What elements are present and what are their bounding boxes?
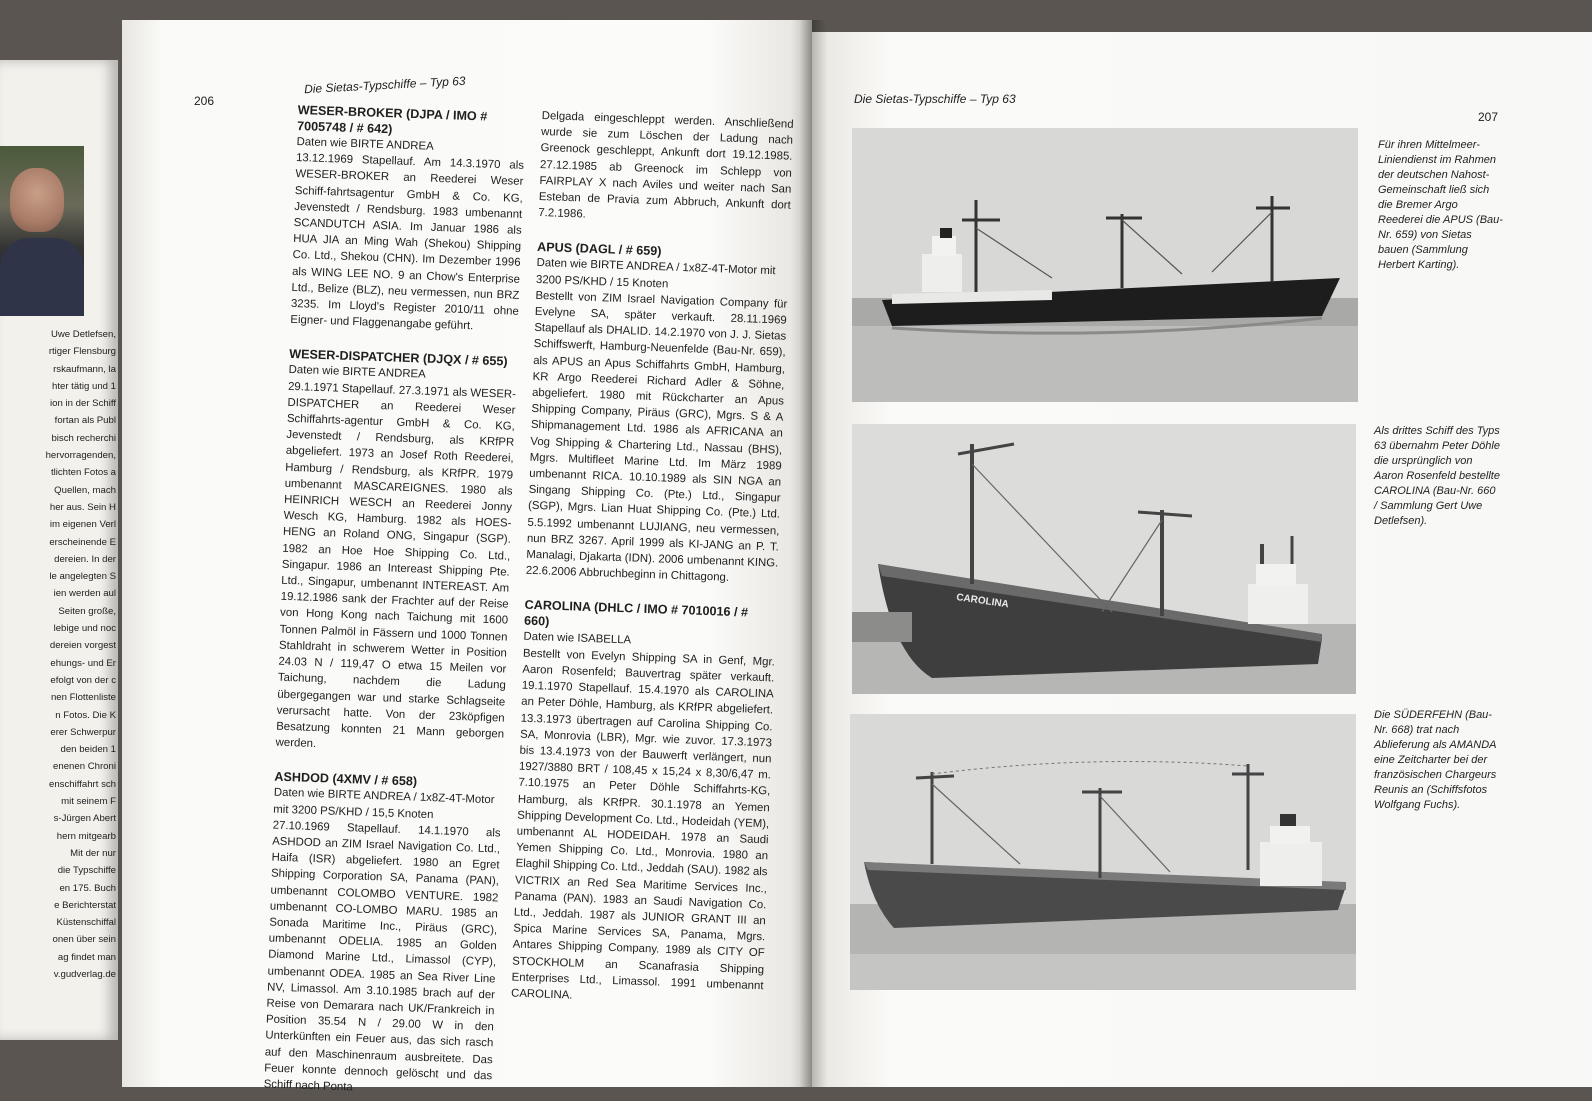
back-page-line: lebige und noc [53, 623, 116, 635]
left-page [122, 20, 812, 1094]
entry-subtitle: Daten wie BIRTE ANDREA / 1x8Z-4T-Motor mit 3200 PS/KHD / 15,5 Knoten [273, 786, 495, 821]
back-page-line: le angelegten S [49, 571, 116, 583]
ship-photo-apus [852, 128, 1358, 402]
back-page-line: erscheinende E [49, 536, 116, 548]
back-page-line: enenen Chroni [53, 761, 116, 773]
right-page [812, 32, 1592, 1087]
back-page-line: Quellen, mach [54, 484, 116, 496]
author-face [10, 168, 64, 232]
photo-caption-1: Für ihren Mittelmeer-Liniendienst im Rahmen der deutschen Nahost-Gemeinschaft ließ sich die Bremer Argo Reederei die APUS (Bau-Nr. 659) von Sietas bauen (Sammlung Herbert Karting). [1378, 139, 1503, 271]
photo-caption-3: Die SÜDERFEHN (Bau-Nr. 668) trat nach Ablieferung als AMANDA eine Zeitcharter bei der französischen Chargeurs Reunis an (Schiffsfotos Wolfgang Fuchs). [1374, 709, 1497, 811]
back-page-line: her aus. Sein H [49, 501, 116, 513]
back-page-line: tlichten Fotos a [50, 467, 116, 479]
back-page-line: ag findet man [57, 951, 116, 963]
back-page [0, 60, 118, 1040]
entry-title: WESER-BROKER (DJPA / IMO # 7005748 / # 642) [296, 102, 488, 137]
page-number-left: 206 [194, 94, 215, 108]
page-number-right: 207 [1478, 110, 1499, 124]
back-page-line: enschiffahrt sch [48, 778, 116, 790]
back-page-line: onen über sein [52, 934, 116, 946]
back-page-line: s-Jürgen Abert [53, 813, 116, 825]
back-page-line: im eigenen Verl [49, 519, 116, 531]
back-page-line: die Typschiffe [57, 865, 116, 877]
back-page-line: ien werden aul [53, 588, 116, 600]
entry-subtitle: Daten wie BIRTE ANDREA / 1x8Z-4T-Motor mit 3200 PS/KHD / 15 Knoten [535, 257, 776, 291]
back-page-line: nen Flottenliste [50, 692, 116, 704]
entry-subtitle: Daten wie ISABELLA [523, 631, 632, 647]
back-page-line: Mit der nur [70, 847, 116, 859]
back-page-line: fortan als Publ [54, 415, 116, 427]
entry-title: ASHDOD (4XMV / # 658) [274, 769, 418, 789]
running-head-left: Die Sietas-Typschiffe – Typ 63 [303, 73, 466, 97]
back-page-line: Seiten große, [58, 605, 116, 617]
back-page-line: erer Schwerpur [50, 726, 116, 738]
back-page-line: efolgt von der c [50, 674, 116, 686]
entry-title: APUS (DAGL / # 659) [536, 240, 662, 259]
back-page-line: den beiden 1 [60, 744, 116, 756]
back-page-line: dereien. In der [54, 553, 116, 565]
back-page-line: hern mitgearb [56, 830, 116, 842]
back-page-line: ion in der Schiff [50, 398, 116, 410]
back-page-line: Küstenschiffal [56, 917, 116, 929]
back-page-line: dereien vorgest [49, 640, 116, 652]
back-page-line: en 175. Buch [59, 882, 116, 894]
back-page-line: ehungs- und Er [50, 657, 116, 669]
running-head-right: Die Sietas-Typschiffe – Typ 63 [854, 92, 1016, 106]
ship-photo-carolina [852, 424, 1356, 694]
back-page-line: v.gudverlag.de [53, 968, 116, 980]
back-page-line: bisch recherchi [51, 432, 116, 444]
entry-body: 13.12.1969 Stapellauf. Am 14.3.1970 als WESER-BROKER an Reederei Weser Schiff-fahrtsagentur GmbH & Co. KG, Jevenstedt / Rendsburg. 1983 umbenannt SCANDUTCH ASIA. Im Januar 1986 als HUA JIA an Ming Wah (Shekou) Shipping Co. Ltd., Shekou (CHN). Im Dezember 1996 als WING LEE NO. 9 an Chow's Enterprise Ltd., Belize (BLZ), neu vermessen, nun BRZ 3235. Im Lloyd's Register 2010/11 ohne Eigner- und Flaggenangabe geführt. [290, 152, 525, 333]
text-column-1 [263, 102, 525, 1101]
author-shirt [0, 238, 84, 316]
back-page-line: Uwe Detlefsen, [50, 329, 116, 340]
back-page-line: rtiger Flensburg [48, 346, 116, 358]
ship-photo-suederfehn [850, 714, 1356, 990]
entry-body: Bestellt von ZIM Israel Navigation Company für Evelyne SA, später verkauft. 28.11.1969 Stapellauf als DHALID. 14.2.1970 von J. J. Sietas Schiffswerft, Hamburg-Neuenfelde (Bau-Nr. 659), als APUS an Apus Schiffahrts GmbH, Hamburg, KR Argo Reederei Richard Adler & Söhne, abgeliefert. 1980 mit Rückcharter an Apus Shipping Company, Piräus (GRC), Mgrs. S & A Shipmanagement Ltd. 1986 als AFRICANA an Vog Shipping & Chartering Ltd., Nassau (BHS), Mgrs. Multifleet Marine Ltd. Im März 1989 umbenannt RICA. 10.10.1989 als SIN NGA an Singang Shipping Co. (Pte.) Ltd., Singapur (SGP), Mgrs. Lian Huat Shipping Co. (Pte.) Ltd. 5.5.1992 umbenannt LUJIANG, neu vermessen, nun BRZ 3267. April 1999 als KI-JANG an P. T. Manalagi, Djakarta (IDN). 2006 umbenannt KING. 22.6.2006 Abbruchbeginn in Chittagong. [525, 289, 788, 585]
back-page-line: hervorragenden, [45, 450, 116, 462]
back-page-line: mit seinem F [61, 796, 116, 808]
entry-title: WESER-DISPATCHER (DJQX / # 655) [288, 347, 508, 369]
back-page-line: rskaufmann, la [53, 363, 116, 375]
entry-body: 29.1.1971 Stapellauf. 27.3.1971 als WESER-DISPATCHER an Reederei Weser Schiffahrts-agentur GmbH & Co. KG, Jevenstedt / Rendsburg, als KRfPR abgeliefert. 1973 an Josef Roth Reederei, Hamburg / Rendsburg, als KRfPR. 1979 umbenannt MASCAREIGNES. 1980 als HEINRICH WESCH an Reederei Jonny Wesch KG, Hamburg. 1982 als HOES-HENG an Roland ONG, Singapur (SGP). 1982 an Hoe Hoe Shipping Co. Ltd., Singapur. 1986 an Intereast Shipping Pte. Ltd., Singapur, umbenannt INTEREAST. Am 19.12.1986 sank der Frachter auf der Reise von Hong Kong nach Taichung mit 1600 Tonnen Palmöl in Fässern und 1000 Tonnen Stahldraht in schwerem Wetter in Position 24.03 N / 119,47 O etwa 15 Meilen vor Taichung, nachdem die Ladung übergegangen war und starke Schlagseite verursacht hatte. Von der 23köpfigen Besatzung konnten 21 Mann geborgen werden. [275, 380, 517, 751]
back-page-line: e Berichterstat [54, 899, 116, 911]
entry-body: 27.10.1969 Stapellauf. 14.1.1970 als ASHDOD an ZIM Israel Navigation Co. Ltd., Haifa (ISR) abgeliefert. 1980 an Egret Shipping Corporation SA, Panama (PAN), umbenannt COLOMBO VENTURE. 1982 umbenannt CO-LOMBO MARU. 1985 an Sonada Maritime Inc., Piräus (GRC), umbenannt ODELIA. 1985 an Golden Diamond Marine Ltd., Limassol (CYP), umbenannt ODEA. 1985 an Sea River Line NV, Limassol. Am 3.10.1985 brach auf der Reise von Demarara nach UK/Frankreich in Position 35.54 N / 29.00 W in den Unterkünften ein Feuer aus, das sich rasch auf den Maschinenraum ausbreitete. Das Feuer konnte dennoch gelöscht und das Schiff nach Ponta [263, 819, 501, 1094]
entry-subtitle: Daten wie BIRTE ANDREA [296, 135, 434, 153]
entry-title: CAROLINA (DHLC / IMO # 7010016 / # 660) [523, 598, 749, 630]
entry-subtitle: Daten wie BIRTE ANDREA [288, 364, 426, 382]
ship-name-label: CAROLINA [955, 592, 1010, 611]
back-page-line: hter tätig und 1 [51, 380, 116, 392]
entry-body: Bestellt von Evelyn Shipping SA in Genf, Mgr. Aaron Rosenfeld; Bauvertrag später verkauft. 19.1.1970 Stapellauf. 15.4.1970 als CAROLINA an Peter Döhle, Hamburg, als KRfPR abgeliefert. 13.3.1973 übertragen auf Carolina Shipping Co. SA, Monrovia (LBR), Mgr. wie zuvor. 17.3.1973 bis 13.4.1973 von der Bauwerft verlängert, nun 1927/3880 BRT / 108,45 x 15,24 x 8,30/6,47 m. 7.10.1975 an Peter Döhle Schiffahrts-KG, Hamburg, als KRfPR. 30.1.1978 an Yemen Shipping Development Co. Ltd., Hodeidah (YEM), umbenannt AL HODEIDAH. 1978 an Saudi Yemen Shipping Co. Ltd., Monrovia. 1980 an Elaghil Shipping Co. Ltd., Jeddah (SAU). 1982 als VICTRIX an Red Sea Maritime Services Inc., Panama (PAN). 1983 an Saudi Navigation Co. Ltd., Jeddah. 1987 als JUNIOR GRANT III an Spica Marine Services SA, Panama, Mgrs. Antares Shipping Company. 1989 als CITY OF STOCKHOLM an Scanafrasia Shipping Enterprises Ltd., Limassol. 1991 umbenannt CAROLINA. [510, 647, 776, 1002]
entry-body: Delgada eingeschleppt werden. Anschließend wurde sie zum Löschen der Ladung nach Greenock geschleppt, Ankunft dort 19.12.1985. 27.12.1985 ab Greenock im Schlepp von FAIRPLAY X nach Aviles und weiter nach San Esteban de Pravia zum Abbruch, Ankunft dort 7.2.1986. [538, 109, 794, 221]
back-page-line: n Fotos. Die K [55, 709, 116, 721]
author-photo [0, 146, 84, 316]
back-page-text [4, 326, 116, 983]
photo-caption-2: Als drittes Schiff des Typs 63 übernahm Peter Döhle die ursprünglich von Aaron Rosenfeld bestellte CAROLINA (Bau-Nr. 660 / Sammlung Gert Uwe Detlefsen). [1374, 425, 1500, 527]
text-column-2 [511, 108, 794, 1010]
